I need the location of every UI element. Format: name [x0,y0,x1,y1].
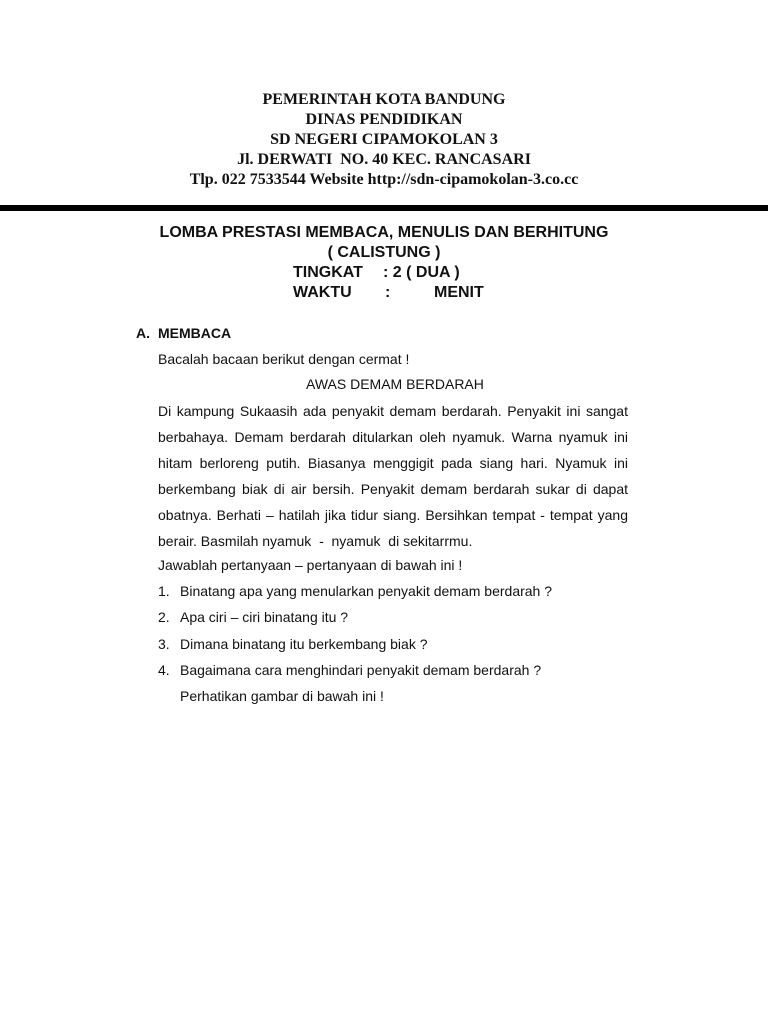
competition-abbreviation: ( CALISTUNG ) [327,244,441,261]
section-a-marker: A. [136,325,150,341]
question-number: 2. [158,609,170,625]
question-text: Bagaimana cara menghindari penyakit demam berdarah ? [180,662,542,678]
letterhead-contact: Tlp. 022 7533544 Website http://sdn-cipamokolan-3.co.cc [189,171,579,188]
question-text: Dimana binatang itu berkembang biak ? [180,636,428,652]
letterhead-department: DINAS PENDIDIKAN [305,111,463,128]
letterhead-address: Jl. DERWATI NO. 40 KEC. RANCASARI [237,151,531,168]
competition-name: LOMBA PRESTASI MEMBACA, MENULIS DAN BERHITUNG [159,224,609,241]
reading-title: AWAS DEMAM BERDARAH [306,376,484,392]
passage-line: hitam berloreng putih. Biasanya menggigit pada siang hari. Nyamuk ini [158,455,628,471]
question-number: 1. [158,583,170,599]
passage-line: berkembang biak di air bersih. Penyakit demam berdarah sukar di dapat [158,481,628,497]
question-number: 3. [158,636,170,652]
question-number: 4. [158,662,170,678]
picture-instruction: Perhatikan gambar di bawah ini ! [180,688,384,704]
grade-label: TINGKAT [293,264,363,281]
passage-line: berbahaya. Demam berdarah ditularkan oleh nyamuk. Warna nyamuk ini [158,429,628,445]
passage-line: Di kampung Sukaasih ada penyakit demam berdarah. Penyakit ini sangat [158,403,628,419]
question-text: Binatang apa yang menularkan penyakit demam berdarah ? [180,583,553,599]
section-a-heading: MEMBACA [158,325,232,341]
time-colon: : [385,284,391,301]
passage-line: obatnya. Berhati – hatilah jika tidur siang. Bersihkan tempat - tempat yang [158,507,628,523]
grade-value: : 2 ( DUA ) [383,264,460,281]
reading-passage [158,398,628,554]
time-label: WAKTU [293,284,352,301]
reading-instruction: Bacalah bacaan berikut dengan cermat ! [158,351,410,367]
passage-line: berair. Basmilah nyamuk - nyamuk di sekitarrmu. [158,533,473,549]
time-unit: MENIT [434,284,484,301]
question-text: Apa ciri – ciri binatang itu ? [180,609,349,625]
letterhead-school-name: SD NEGERI CIPAMOKOLAN 3 [270,131,498,148]
letterhead-government: PEMERINTAH KOTA BANDUNG [262,91,506,108]
questions-intro: Jawablah pertanyaan – pertanyaan di bawah ini ! [158,557,463,573]
